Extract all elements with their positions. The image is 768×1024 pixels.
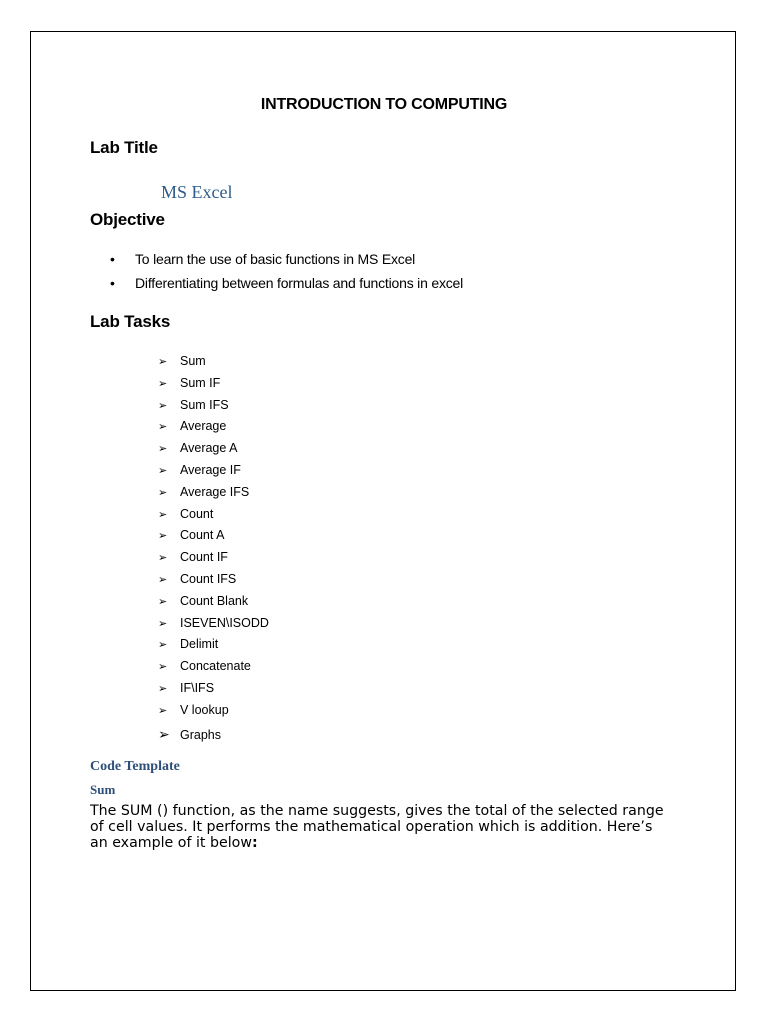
arrow-bullet-icon: ➢ [158,508,168,521]
lab-tasks-heading: Lab Tasks [90,312,171,331]
arrow-bullet-icon: ➢ [158,725,170,742]
list-item [158,548,269,570]
objectives-list [110,249,463,297]
arrow-bullet-icon: ➢ [158,421,168,434]
arrow-bullet-icon: ➢ [158,639,168,652]
list-item [158,723,269,745]
sum-description [90,803,670,851]
bullet-dot-icon: • [110,251,115,267]
arrow-bullet-icon: ➢ [158,377,168,390]
task-text: Count [180,506,214,521]
arrow-bullet-icon: ➢ [158,486,168,499]
list-item [158,417,269,439]
sum-description-colon: : [251,835,258,851]
list-item [158,439,269,461]
task-text: Count A [180,528,225,543]
list-item [158,570,269,592]
task-text: Count IF [180,550,228,565]
task-text: Average [180,419,227,434]
list-item [158,592,269,614]
arrow-bullet-icon: ➢ [158,682,168,695]
list-item [158,657,269,679]
arrow-bullet-icon: ➢ [158,399,168,412]
arrow-bullet-icon: ➢ [158,443,168,456]
task-text: ISEVEN\ISODD [180,615,269,630]
code-template-heading: Code Template [90,759,180,774]
task-text: IF\IFS [180,680,215,695]
task-text: Average A [180,441,238,456]
list-item [158,526,269,548]
arrow-bullet-icon: ➢ [158,704,168,717]
objective-text: To learn the use of basic functions in MS Excel [135,251,416,267]
sum-description-text: The SUM () function, as the name suggests, gives the total of the selected range of cell values. It performs the mathematical operation which is addition. Here’s an example of it below [90,803,664,851]
bullet-dot-icon: • [110,275,115,291]
arrow-bullet-icon: ➢ [158,530,168,543]
list-item [158,701,269,723]
task-text: Sum IFS [180,397,229,412]
arrow-bullet-icon: ➢ [158,573,168,586]
list-item [110,249,463,273]
task-text: Concatenate [180,659,251,674]
objective-text: Differentiating between formulas and functions in excel [135,275,464,291]
task-text: Count Blank [180,593,249,608]
arrow-bullet-icon: ➢ [158,356,168,368]
list-item [158,635,269,657]
lab-tasks-list [158,352,269,745]
arrow-bullet-icon: ➢ [158,552,168,565]
arrow-bullet-icon: ➢ [158,661,168,674]
arrow-bullet-icon: ➢ [158,617,168,630]
list-item [158,352,269,374]
task-text: Delimit [180,637,219,652]
list-item [158,461,269,483]
list-item [158,396,269,418]
objective-heading: Objective [90,210,165,229]
list-item [158,679,269,701]
arrow-bullet-icon: ➢ [158,464,168,477]
task-text: V lookup [180,702,229,717]
list-item [110,273,463,297]
list-item [158,614,269,636]
task-text: Average IF [180,462,241,477]
task-text: Count IFS [180,571,237,586]
list-item [158,483,269,505]
document-title: INTRODUCTION TO COMPUTING [260,96,508,113]
arrow-bullet-icon: ➢ [158,595,168,608]
task-text: Average IFS [180,484,250,499]
task-text: Sum IF [180,375,221,390]
task-text: Sum [180,354,206,368]
task-text: Graphs [180,727,221,742]
list-item [158,374,269,396]
lab-title-heading: Lab Title [90,138,158,157]
lab-subject: MS Excel [161,182,233,202]
sum-heading: Sum [90,782,116,797]
list-item [158,505,269,527]
